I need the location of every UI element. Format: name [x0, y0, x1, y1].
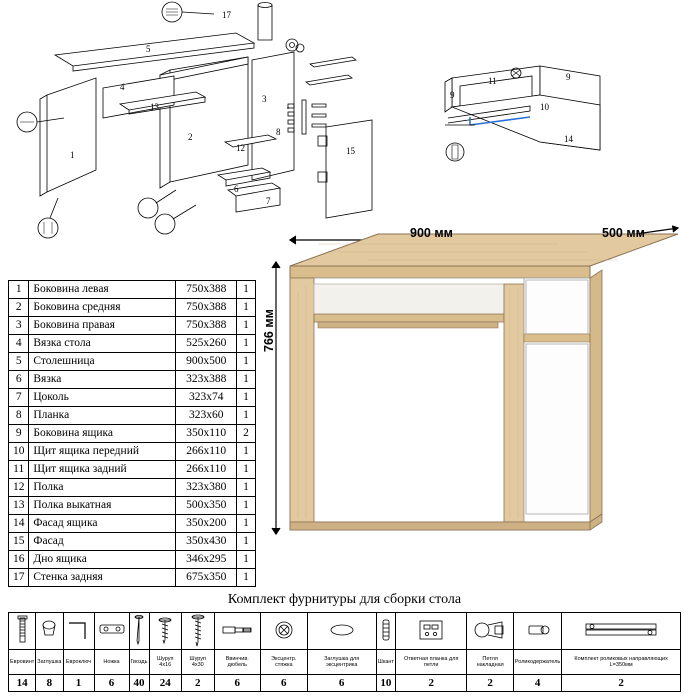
part-dimension: 266х110 [176, 461, 237, 479]
svg-text:17: 17 [222, 10, 231, 20]
hinge-plate-icon [395, 613, 466, 650]
part-quantity: 1 [237, 479, 256, 497]
cam-icon [261, 613, 308, 650]
part-dimension: 323х380 [176, 479, 237, 497]
part-number: 6 [9, 371, 29, 389]
part-quantity: 1 [237, 353, 256, 371]
hardware-label: Эксцентр. стяжка [261, 650, 308, 675]
table-row [9, 371, 256, 389]
parts-table [8, 280, 256, 587]
part-dimension: 323х388 [176, 371, 237, 389]
part-quantity: 1 [237, 551, 256, 569]
svg-text:12: 12 [236, 143, 245, 153]
hardware-count: 14 [9, 675, 36, 692]
svg-text:14: 14 [564, 134, 573, 144]
table-row [9, 407, 256, 425]
part-name: Вязка стола [29, 335, 176, 353]
table-row [9, 443, 256, 461]
part-dimension: 525х260 [176, 335, 237, 353]
part-number: 5 [9, 353, 29, 371]
part-quantity: 1 [237, 389, 256, 407]
part-dimension: 675х350 [176, 569, 237, 587]
svg-text:4: 4 [120, 82, 125, 92]
table-row [9, 479, 256, 497]
part-dimension: 350х110 [176, 425, 237, 443]
hardware-count: 2 [562, 675, 681, 692]
hardware-label: Комплект роликовых направляющих L=350мм [562, 650, 681, 675]
hardware-count: 6 [214, 675, 260, 692]
svg-text:15: 15 [346, 146, 355, 156]
dimension-width: 900 мм [410, 226, 453, 240]
table-row [9, 389, 256, 407]
nail-icon [129, 613, 149, 650]
part-name: Боковина левая [29, 281, 176, 299]
part-name: Боковина ящика [29, 425, 176, 443]
svg-text:7: 7 [266, 196, 271, 206]
hardware-count: 4 [513, 675, 561, 692]
svg-text:10: 10 [540, 102, 549, 112]
hardware-count: 2 [467, 675, 513, 692]
hardware-label: Евровинт [9, 650, 36, 675]
table-row [9, 515, 256, 533]
part-number: 8 [9, 407, 29, 425]
cam-cap-icon [307, 613, 376, 650]
part-number: 4 [9, 335, 29, 353]
part-name: Щит ящика задний [29, 461, 176, 479]
roller-holder-icon [513, 613, 561, 650]
table-row [9, 299, 256, 317]
hardware-count: 2 [182, 675, 215, 692]
hardware-label: Роликодержатель [513, 650, 561, 675]
part-number: 1 [9, 281, 29, 299]
part-dimension: 323х74 [176, 389, 237, 407]
part-number: 7 [9, 389, 29, 407]
part-dimension: 750х388 [176, 317, 237, 335]
part-quantity: 1 [237, 533, 256, 551]
part-quantity: 1 [237, 317, 256, 335]
table-row [9, 353, 256, 371]
svg-text:5: 5 [146, 44, 151, 54]
hardware-label: Ввинчив. дюбель [214, 650, 260, 675]
part-dimension: 346х295 [176, 551, 237, 569]
svg-text:9: 9 [566, 72, 571, 82]
part-name: Фасад [29, 533, 176, 551]
exploded-assembly-diagram [0, 0, 689, 240]
part-quantity: 1 [237, 335, 256, 353]
hardware-label: Гвоздь [129, 650, 149, 675]
screw-icon [149, 613, 182, 650]
part-number: 14 [9, 515, 29, 533]
hardware-count: 10 [376, 675, 395, 692]
dowel-screw-icon [214, 613, 260, 650]
table-row [9, 497, 256, 515]
part-quantity: 1 [237, 299, 256, 317]
part-name: Боковина правая [29, 317, 176, 335]
hardware-label: Шуруп 4х30 [182, 650, 215, 675]
hardware-label: Шкант [376, 650, 395, 675]
part-quantity: 1 [237, 443, 256, 461]
part-quantity: 1 [237, 497, 256, 515]
table-row [9, 461, 256, 479]
part-number: 15 [9, 533, 29, 551]
bolt-icon [9, 613, 36, 650]
svg-text:3: 3 [262, 94, 267, 104]
svg-text:1: 1 [70, 150, 75, 160]
part-name: Столешница [29, 353, 176, 371]
hardware-count: 1 [63, 675, 94, 692]
part-quantity: 1 [237, 569, 256, 587]
hardware-kit-table [8, 612, 681, 692]
part-dimension: 750х388 [176, 299, 237, 317]
table-row [9, 281, 256, 299]
hardware-label: Заглушка [36, 650, 63, 675]
part-name: Полка выкатная [29, 497, 176, 515]
part-name: Полка [29, 479, 176, 497]
part-number: 13 [9, 497, 29, 515]
rail-set-icon [562, 613, 681, 650]
part-quantity: 1 [237, 461, 256, 479]
part-name: Планка [29, 407, 176, 425]
part-number: 11 [9, 461, 29, 479]
hinge-icon [467, 613, 513, 650]
hardware-label: Заглушка для эксцентрика [307, 650, 376, 675]
part-name: Вязка [29, 371, 176, 389]
hardware-label: Шуруп 4х16 [149, 650, 182, 675]
dimension-depth: 500 мм [602, 226, 645, 240]
part-dimension: 350х430 [176, 533, 237, 551]
part-name: Фасад ящика [29, 515, 176, 533]
hardware-count: 40 [129, 675, 149, 692]
hardware-count: 6 [94, 675, 129, 692]
hardware-count: 6 [261, 675, 308, 692]
dowel-icon [376, 613, 395, 650]
hardware-label: Евроключ [63, 650, 94, 675]
part-number: 9 [9, 425, 29, 443]
hardware-count: 8 [36, 675, 63, 692]
part-number: 17 [9, 569, 29, 587]
hardware-label: Ножка [94, 650, 129, 675]
table-row [9, 533, 256, 551]
table-row [9, 425, 256, 443]
part-quantity: 1 [237, 281, 256, 299]
part-name: Цоколь [29, 389, 176, 407]
hardware-label: Ответная планка для петли [395, 650, 466, 675]
hardware-count: 2 [395, 675, 466, 692]
svg-text:8: 8 [276, 127, 281, 137]
part-dimension: 350х200 [176, 515, 237, 533]
svg-text:2: 2 [188, 132, 193, 142]
cap-icon [36, 613, 63, 650]
hexkey-icon [63, 613, 94, 650]
part-dimension: 900х500 [176, 353, 237, 371]
foot-icon [94, 613, 129, 650]
part-number: 16 [9, 551, 29, 569]
part-quantity: 1 [237, 371, 256, 389]
part-number: 10 [9, 443, 29, 461]
part-number: 12 [9, 479, 29, 497]
svg-text:13: 13 [150, 102, 159, 112]
svg-text:9: 9 [450, 90, 455, 100]
hardware-kit-title: Комплект фурнитуры для сборки стола [227, 592, 462, 607]
part-name: Щит ящика передний [29, 443, 176, 461]
part-number: 3 [9, 317, 29, 335]
table-row [9, 317, 256, 335]
desk-render [258, 222, 688, 562]
part-name: Дно ящика [29, 551, 176, 569]
part-number: 2 [9, 299, 29, 317]
table-row [9, 569, 256, 587]
part-name: Боковина средняя [29, 299, 176, 317]
part-dimension: 750х388 [176, 281, 237, 299]
part-name: Стенка задняя [29, 569, 176, 587]
hardware-count: 6 [307, 675, 376, 692]
screw-long-icon [182, 613, 215, 650]
part-dimension: 323х60 [176, 407, 237, 425]
table-row [9, 551, 256, 569]
svg-text:6: 6 [234, 184, 239, 194]
hardware-count: 24 [149, 675, 182, 692]
svg-text:11: 11 [488, 76, 497, 86]
hardware-label: Петля накладная [467, 650, 513, 675]
part-dimension: 500х350 [176, 497, 237, 515]
part-quantity: 1 [237, 407, 256, 425]
part-dimension: 266х110 [176, 443, 237, 461]
part-quantity: 1 [237, 515, 256, 533]
dimension-height: 766 мм [262, 309, 276, 352]
part-quantity: 2 [237, 425, 256, 443]
table-row [9, 335, 256, 353]
